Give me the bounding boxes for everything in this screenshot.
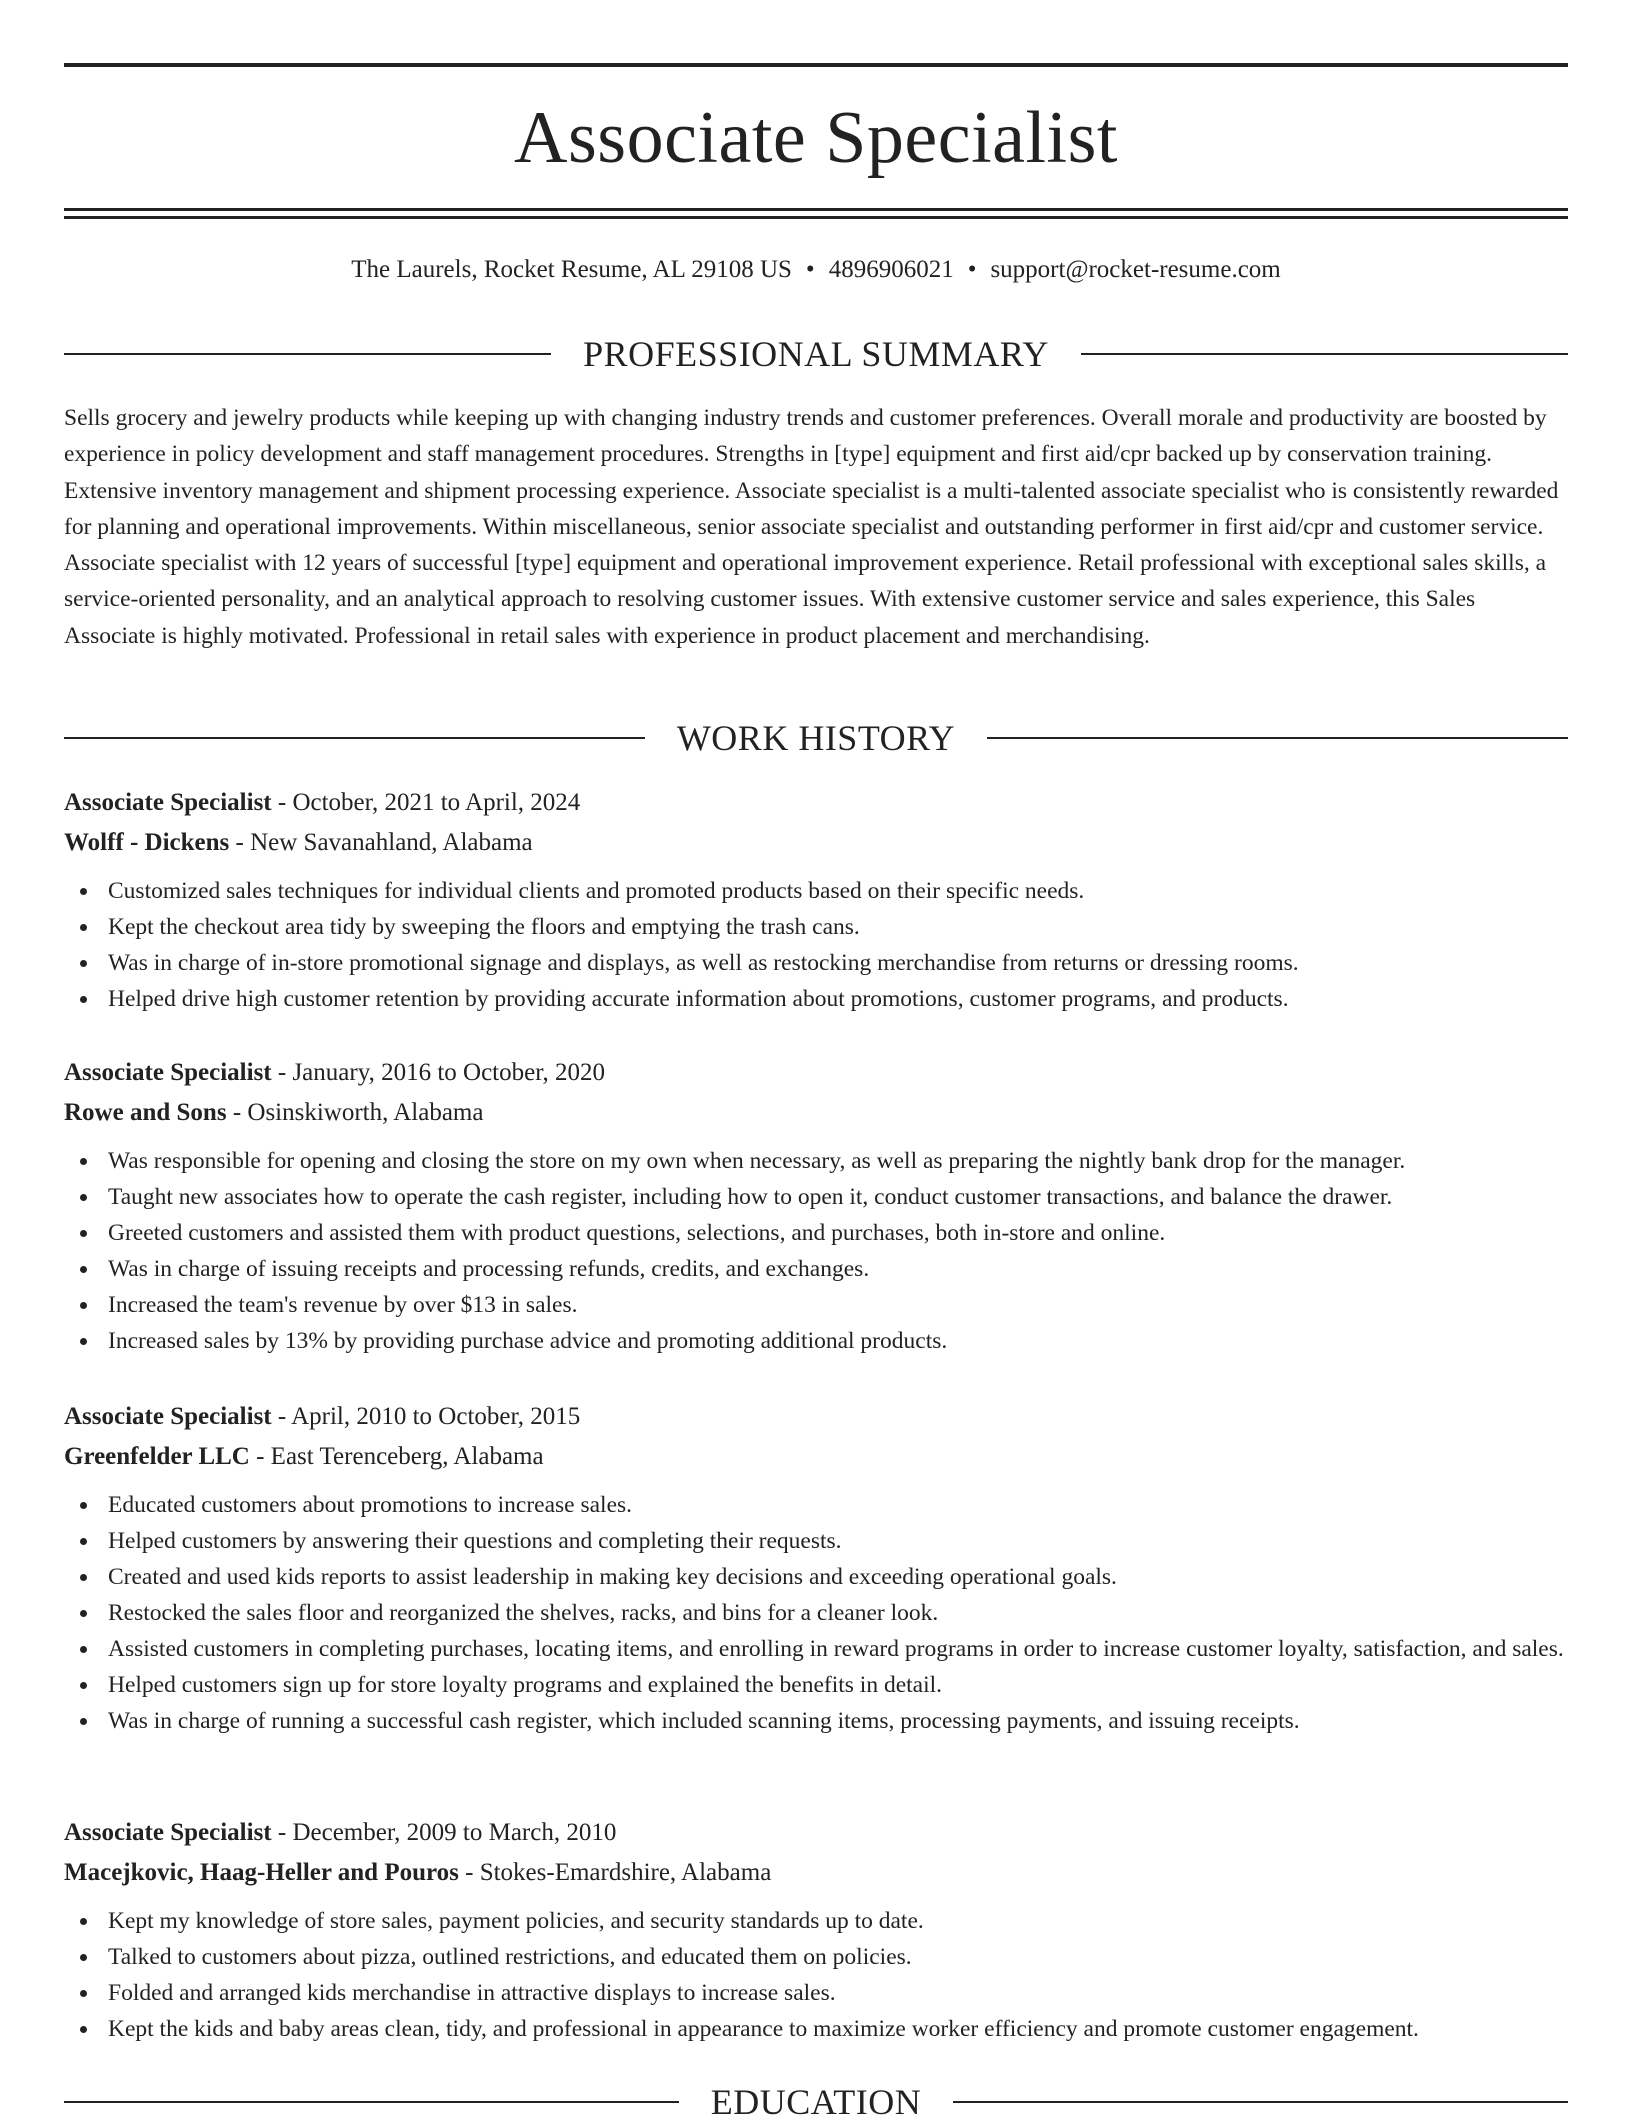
job-location: - Stokes-Emardshire, Alabama [458, 1859, 772, 1886]
summary-paragraph: Sells grocery and jewelry products while keeping up with changing industry trends and customer preferences. Overall morale and productivity are boosted by experience in policy development and staff management procedures. Strengths in [type] equipment and first aid/cpr backed up by conservation training. Extensive inventory management and shipment processing experience. Associate specialist is a multi-talented associate specialist who is consistently rewarded for planning and operational improvements. Within miscellaneous, senior associate specialist and outstanding performer in first aid/cpr and customer service. Associate specialist with 12 years of successful [type] equipment and operational improvement experience. Retail professional with exceptional sales skills, a service-oriented personality, and an analytical approach to resolving customer issues. With extensive customer service and sales experience, this Sales Associate is highly motivated. Professional in retail sales with experience in product placement and merchandising. [64, 405, 1559, 649]
job-dates: - January, 2016 to October, 2020 [271, 1059, 606, 1086]
job-dates: - December, 2009 to March, 2010 [271, 1819, 617, 1846]
job-bullet: Helped drive high customer retention by providing accurate information about promotions, customer programs, and products. [64, 981, 1568, 1017]
heading-rule-left [64, 353, 551, 355]
job-bullet: Kept my knowledge of store sales, payment policies, and security standards up to date. [64, 1903, 1568, 1939]
job-bullet: Increased sales by 13% by providing purchase advice and promoting additional products. [64, 1323, 1568, 1359]
job-bullet: Helped customers by answering their questions and completing their requests. [64, 1523, 1568, 1559]
job-bullet: Talked to customers about pizza, outlined restrictions, and educated them on policies. [64, 1939, 1568, 1975]
section-title: EDUCATION [710, 2082, 922, 2122]
job-bullet: Customized sales techniques for individual clients and promoted products based on their specific needs. [64, 873, 1568, 909]
job-bullet: Helped customers sign up for store loyalty programs and explained the benefits in detail. [64, 1667, 1568, 1703]
job-bullet: Was responsible for opening and closing the store on my own when necessary, as well as preparing the nightly bank drop for the manager. [64, 1143, 1568, 1179]
section-title: PROFESSIONAL SUMMARY [583, 334, 1049, 374]
job-company-line [64, 1093, 1568, 1133]
job-bullet: Educated customers about promotions to increase sales. [64, 1487, 1568, 1523]
heading-rule-right [953, 2101, 1568, 2103]
job-title-line [64, 783, 1568, 823]
job-bullets [64, 873, 1568, 1017]
section-title: WORK HISTORY [676, 718, 956, 758]
job-company: Greenfelder LLC [64, 1443, 250, 1470]
contact-separator: • [967, 256, 977, 283]
job-title-line [64, 1053, 1568, 1093]
job-bullet: Taught new associates how to operate the cash register, including how to open it, conduct customer transactions, and balance the drawer. [64, 1179, 1568, 1215]
job-company: Wolff - Dickens [64, 829, 230, 856]
job-bullet: Was in charge of running a successful cash register, which included scanning items, processing payments, and issuing receipts. [64, 1703, 1568, 1739]
resume-title: Associate Specialist [514, 97, 1118, 179]
job-entry [64, 1397, 1568, 1739]
job-location: - East Terenceberg, Alabama [249, 1443, 544, 1470]
contact-address: The Laurels, Rocket Resume, AL 29108 US [351, 256, 792, 283]
job-entry [64, 1053, 1568, 1359]
heading-rule-left [64, 737, 645, 739]
heading-rule-left [64, 2101, 679, 2103]
job-entry [64, 783, 1568, 1017]
job-bullet: Greeted customers and assisted them with product questions, selections, and purchases, both in-store and online. [64, 1215, 1568, 1251]
job-bullet: Was in charge of in-store promotional signage and displays, as well as restocking merchandise from returns or dressing rooms. [64, 945, 1568, 981]
job-company-line [64, 1437, 1568, 1477]
heading-rule-right [1081, 353, 1568, 355]
job-title: Associate Specialist [64, 1059, 272, 1086]
heading-rule-right [987, 737, 1568, 739]
job-location: - Osinskiworth, Alabama [226, 1099, 484, 1126]
job-bullet: Increased the team's revenue by over $13 in sales. [64, 1287, 1568, 1323]
job-dates: - October, 2021 to April, 2024 [271, 789, 581, 816]
title-double-rule [64, 208, 1568, 219]
job-company: Rowe and Sons [64, 1099, 227, 1126]
job-company: Macejkovic, Haag-Heller and Pouros [64, 1859, 459, 1886]
job-location: - New Savanahland, Alabama [229, 829, 533, 856]
job-title: Associate Specialist [64, 789, 272, 816]
job-bullet: Folded and arranged kids merchandise in attractive displays to increase sales. [64, 1975, 1568, 2011]
contact-phone: 4896906021 [828, 256, 954, 283]
job-title: Associate Specialist [64, 1819, 272, 1846]
section-heading-education [64, 2080, 1568, 2124]
section-heading-work [64, 716, 1568, 760]
job-title-line [64, 1813, 1568, 1853]
contact-email: support@rocket-resume.com [990, 256, 1281, 283]
job-bullets [64, 1487, 1568, 1739]
top-rule [64, 63, 1568, 67]
job-bullet: Kept the kids and baby areas clean, tidy, and professional in appearance to maximize worker efficiency and promote customer engagement. [64, 2011, 1568, 2047]
job-dates: - April, 2010 to October, 2015 [271, 1403, 581, 1430]
job-title-line [64, 1397, 1568, 1437]
job-bullet: Kept the checkout area tidy by sweeping the floors and emptying the trash cans. [64, 909, 1568, 945]
job-company-line [64, 823, 1568, 863]
job-bullet: Restocked the sales floor and reorganized the shelves, racks, and bins for a cleaner look. [64, 1595, 1568, 1631]
contact-line [64, 252, 1568, 288]
job-title: Associate Specialist [64, 1403, 272, 1430]
job-entry [64, 1813, 1568, 2047]
job-bullet: Assisted customers in completing purchases, locating items, and enrolling in reward programs in order to increase customer loyalty, satisfaction, and sales. [64, 1631, 1568, 1667]
job-bullet: Was in charge of issuing receipts and processing refunds, credits, and exchanges. [64, 1251, 1568, 1287]
job-bullets [64, 1903, 1568, 2047]
job-company-line [64, 1853, 1568, 1893]
job-bullets [64, 1143, 1568, 1359]
job-bullet: Created and used kids reports to assist leadership in making key decisions and exceeding operational goals. [64, 1559, 1568, 1595]
section-heading-summary [64, 332, 1568, 376]
contact-separator: • [805, 256, 815, 283]
